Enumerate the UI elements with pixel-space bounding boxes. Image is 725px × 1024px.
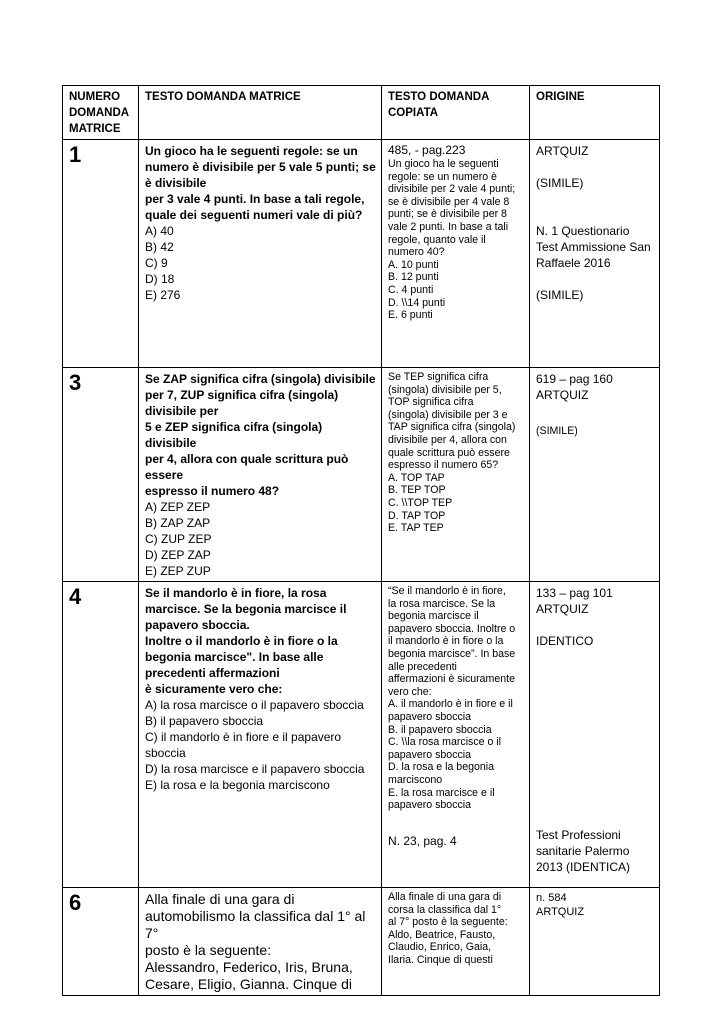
matrix-option: A) 40: [145, 224, 174, 238]
copied-line: A. TOP TAP: [388, 471, 445, 484]
matrix-line: precedenti affermazioni: [145, 666, 280, 680]
matrix-line: essere: [145, 468, 184, 482]
header-numero: [63, 86, 139, 140]
origin-line: IDENTICO: [536, 634, 594, 648]
copied-line: D. \\14 punti: [388, 296, 446, 309]
question-number: 4: [63, 582, 139, 888]
copied-line: E. la rosa marcisce e il: [388, 786, 495, 799]
question-number: 1: [63, 140, 139, 368]
origin-line: 619 – pag 160: [536, 372, 613, 386]
matrix-line: Se il mandorlo è in fiore, la rosa: [145, 586, 327, 600]
origin-line: ARTQUIZ: [536, 388, 589, 402]
copied-line: A. il mandorlo è in fiore e il: [388, 698, 513, 711]
header-numero-l1: NUMERO: [69, 91, 121, 103]
matrix-line: papavero sboccia.: [145, 618, 250, 632]
copied-line: regole: se un numero è: [388, 170, 497, 183]
copied-line: divisibile per 4, allora con: [388, 433, 507, 446]
question-number: 3: [63, 368, 139, 582]
matrix-option: A) la rosa marcisce o il papavero sboccia: [145, 698, 364, 712]
header-row: [63, 86, 660, 140]
table-row: [63, 368, 660, 582]
copied-line: papavero sboccia: [388, 710, 472, 723]
copied-line: D. TAP TOP: [388, 509, 446, 522]
matrix-option: C) 9: [145, 256, 168, 270]
matrix-line: divisibile per: [145, 404, 219, 418]
origin-line: ARTQUIZ: [536, 602, 589, 616]
copied-line: B. il papavero sboccia: [388, 723, 492, 736]
copied-line: espresso il numero 65?: [388, 459, 499, 472]
matrix-question: [139, 140, 382, 368]
copied-question: [382, 140, 530, 368]
copied-question: [382, 888, 530, 996]
origin-line: Raffaele 2016: [536, 256, 611, 270]
matrix-option: B) 42: [145, 240, 174, 254]
copied-reference: 485, - pag.223: [388, 143, 466, 157]
matrix-option: E) ZEP ZUP: [145, 564, 211, 578]
matrix-line: è sicuramente vero che:: [145, 682, 283, 696]
copied-line: TAP significa cifra (singola): [388, 421, 516, 434]
copied-line: il mandorlo è in fiore o la: [388, 635, 504, 648]
matrix-line: quale dei seguenti numeri vale di più?: [145, 208, 363, 222]
origin-line: Test Professioni: [536, 828, 621, 842]
questions-table: [62, 85, 660, 996]
origin-line: Test Ammissione San: [536, 240, 651, 254]
copied-line: D. la rosa e la begonia: [388, 761, 495, 774]
copied-line: vale 2 punti. In base a tali: [388, 220, 509, 233]
header-copiata-l1: TESTO DOMANDA: [388, 91, 490, 103]
matrix-line: Alla finale di una gara di: [145, 891, 295, 907]
copied-line: Alla finale di una gara di: [388, 891, 502, 903]
copied-line: Claudio, Enrico, Gaia,: [388, 941, 492, 954]
matrix-line: posto è la seguente:: [145, 942, 272, 958]
matrix-line: Un gioco ha le seguenti regole: se un: [145, 144, 358, 158]
matrix-line: è divisibile: [145, 176, 207, 190]
origin-line: ARTQUIZ: [536, 906, 585, 918]
table-row: [63, 888, 660, 996]
copied-line: quale scrittura può essere: [388, 446, 510, 459]
matrix-line: Inoltre o il mandorlo è in fiore o la: [145, 634, 338, 648]
header-numero-l3: MATRICE: [69, 123, 121, 135]
copied-line: regole, quanto vale il: [388, 233, 486, 246]
copied-line: corsa la classifica dal 1°: [388, 903, 502, 916]
header-origine: ORIGINE: [530, 86, 660, 140]
matrix-line: Se ZAP significa cifra (singola) divisibile: [145, 372, 376, 386]
matrix-option: D) ZEP ZAP: [145, 548, 211, 562]
copied-line: TOP significa cifra: [388, 396, 474, 409]
copied-line: numero 40?: [388, 246, 445, 259]
copied-line: papavero sboccia: [388, 799, 472, 812]
copied-line: B. TEP TOP: [388, 484, 446, 497]
header-numero-l2: DOMANDA: [69, 107, 130, 119]
copied-line: marciscono: [388, 773, 443, 786]
origin-cell: [530, 140, 660, 368]
matrix-option: D) la rosa marcisce e il papavero sboccia: [145, 762, 365, 776]
table-row: [63, 140, 660, 368]
copied-line: punti; se è divisibile per 8: [388, 208, 507, 221]
copied-line: papavero sboccia: [388, 748, 472, 761]
origin-line: 2013 (IDENTICA): [536, 860, 631, 874]
header-copiata-l2: COPIATA: [388, 107, 439, 119]
copied-line: divisibile per 2 vale 4 punti;: [388, 183, 516, 196]
origin-line: (SIMILE): [536, 176, 584, 190]
matrix-line: 5 e ZEP significa cifra (singola) divisibile: [145, 420, 323, 450]
copied-question: [382, 368, 530, 582]
matrix-option: sboccia: [145, 746, 186, 760]
matrix-line: per 4, allora con quale scrittura può: [145, 452, 349, 466]
matrix-question: [139, 888, 382, 996]
matrix-option: A) ZEP ZEP: [145, 500, 211, 514]
matrix-line: begonia marcisce". In base alle: [145, 650, 324, 664]
copied-line: B. 12 punti: [388, 271, 439, 284]
copied-line: (singola) divisibile per 5,: [388, 383, 502, 396]
question-number: 6: [63, 888, 139, 996]
matrix-option: E) 276: [145, 288, 181, 302]
origin-cell: [530, 582, 660, 888]
copied-line: Aldo, Beatrice, Fausto,: [388, 928, 496, 941]
origin-cell: [530, 368, 660, 582]
copied-line: alle precedenti: [388, 660, 457, 673]
copied-line: Un gioco ha le seguenti: [388, 158, 499, 170]
origin-line: 133 – pag 101: [536, 586, 613, 600]
matrix-option: C) ZUP ZEP: [145, 532, 212, 546]
copied-line: al 7° posto è la seguente:: [388, 916, 508, 929]
copied-question: [382, 582, 530, 888]
copied-line: begonia marcisce”. In base: [388, 647, 516, 660]
copied-line: affermazioni è sicuramente: [388, 673, 515, 686]
matrix-option: B) il papavero sboccia: [145, 714, 264, 728]
origin-line: sanitarie Palermo: [536, 844, 630, 858]
origin-line: (SIMILE): [536, 425, 578, 437]
origin-line: (SIMILE): [536, 288, 584, 302]
copied-line: papavero sboccia. Inoltre o: [388, 622, 516, 635]
matrix-option: D) 18: [145, 272, 175, 286]
origin-line: N. 1 Questionario: [536, 224, 630, 238]
copied-reference: N. 23, pag. 4: [388, 833, 457, 848]
copied-line: C. \\la rosa marcisce o il: [388, 736, 502, 749]
copied-line: C. 4 punti: [388, 283, 434, 296]
matrix-line: automobilismo la classifica dal 1° al 7°: [145, 908, 366, 941]
copied-line: begonia marcisce il: [388, 610, 479, 623]
copied-line: C. \\TOP TEP: [388, 496, 453, 509]
copied-line: E. 6 punti: [388, 309, 433, 322]
origin-line: n. 584: [536, 892, 567, 904]
matrix-line: Alessandro, Federico, Iris, Bruna,: [145, 959, 353, 975]
origin-cell: [530, 888, 660, 996]
copied-line: E. TAP TEP: [388, 522, 444, 535]
matrix-option: E) la rosa e la begonia marciscono: [145, 778, 330, 792]
matrix-line: numero è divisibile per 5 vale 5 punti; se: [145, 160, 376, 174]
matrix-question: [139, 582, 382, 888]
copied-line: “Se il mandorlo è in fiore,: [388, 585, 506, 597]
copied-line: Se TEP significa cifra: [388, 371, 489, 383]
copied-line: (singola) divisibile per 3 e: [388, 408, 508, 421]
copied-line: Ilaria. Cinque di questi: [388, 953, 493, 966]
matrix-line: marcisce. Se la begonia marcisce il: [145, 602, 347, 616]
header-matrice: TESTO DOMANDA MATRICE: [139, 86, 382, 140]
matrix-line: per 3 vale 4 punti. In base a tali regole,: [145, 192, 365, 206]
matrix-option: B) ZAP ZAP: [145, 516, 211, 530]
copied-line: A. 10 punti: [388, 258, 439, 271]
matrix-line: per 7, ZUP significa cifra (singola): [145, 388, 339, 402]
matrix-line: espresso il numero 48?: [145, 484, 280, 498]
origin-line: ARTQUIZ: [536, 144, 589, 158]
matrix-question: [139, 368, 382, 582]
table-row: [63, 582, 660, 888]
copied-line: vero che:: [388, 685, 432, 698]
copied-line: la rosa marcisce. Se la: [388, 597, 496, 610]
header-copiata: [382, 86, 530, 140]
matrix-line: Cesare, Eligio, Gianna. Cinque di: [145, 976, 353, 992]
copied-line: se è divisibile per 4 vale 8: [388, 195, 510, 208]
matrix-option: C) il mandorlo è in fiore e il papavero: [145, 730, 342, 744]
